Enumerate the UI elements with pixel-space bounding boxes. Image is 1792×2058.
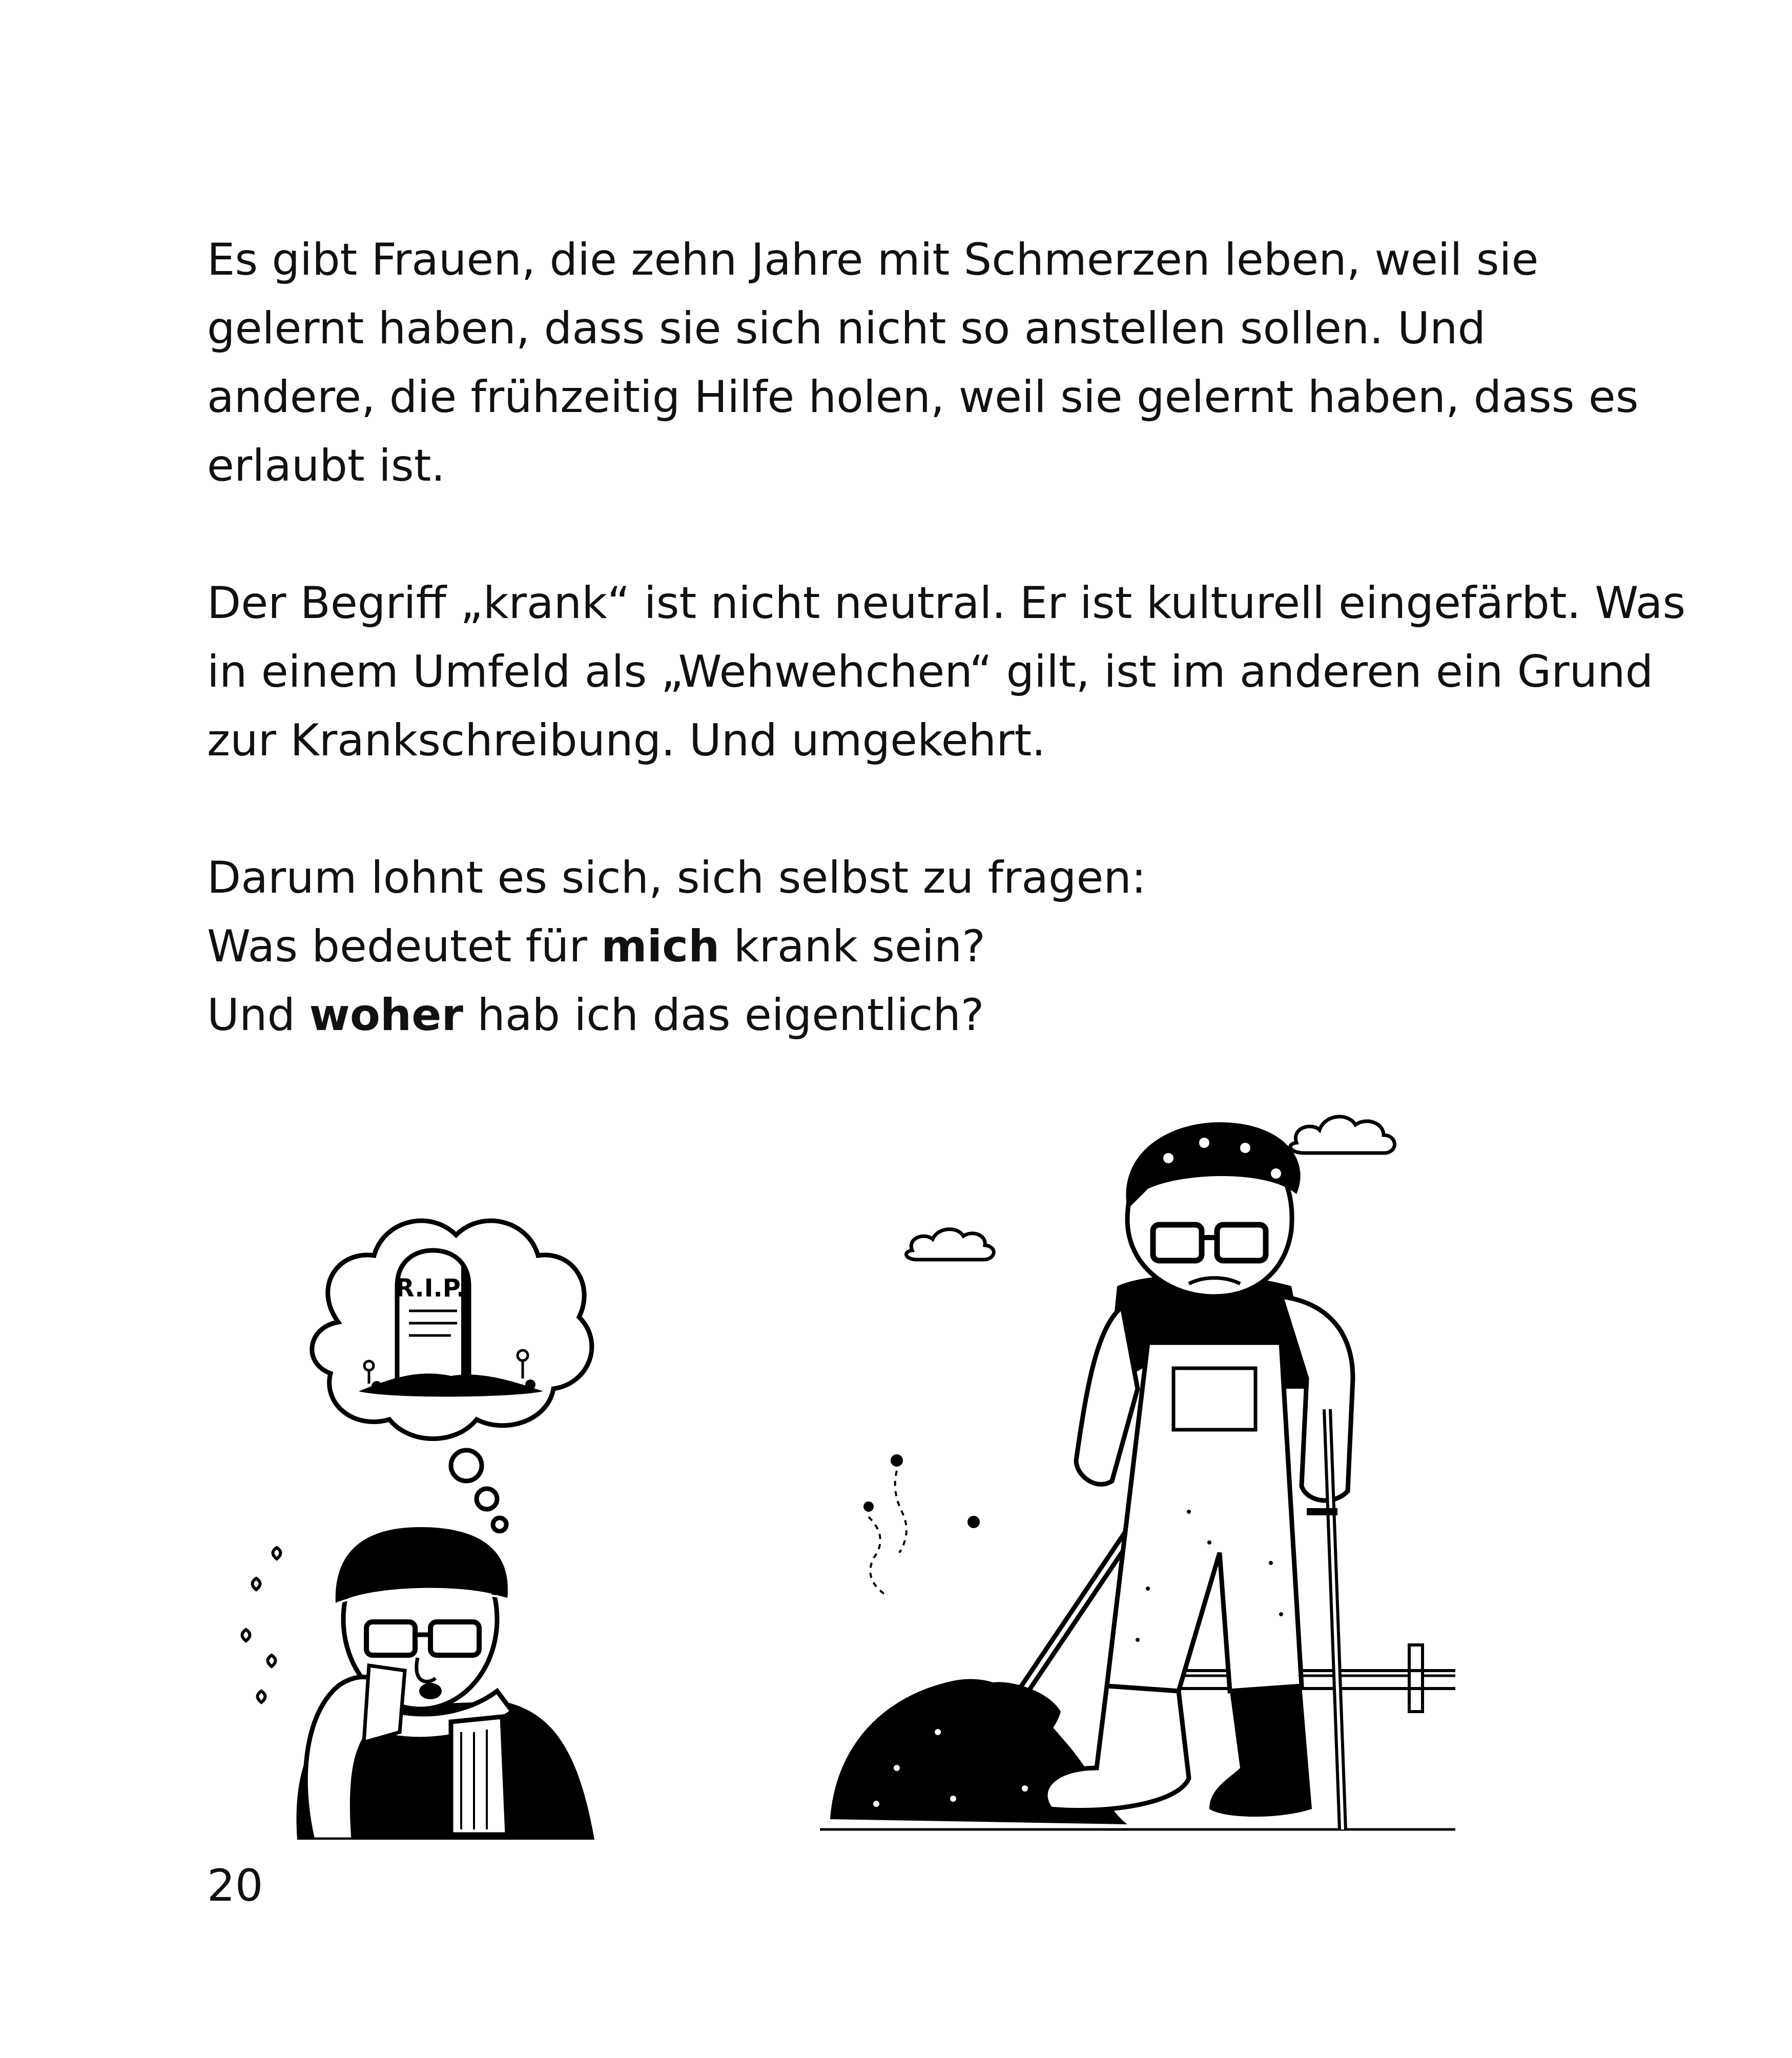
text-run: Was bedeutet für bbox=[207, 921, 602, 972]
emphasis-mich: mich bbox=[601, 921, 720, 972]
woman-body bbox=[1107, 1275, 1312, 1692]
text-line: Darum lohnt es sich, sich selbst zu fragen: bbox=[207, 852, 1146, 903]
emphasis-woher: woher bbox=[309, 990, 463, 1041]
paragraph-2 bbox=[207, 569, 1686, 775]
cloud-icon bbox=[1290, 1117, 1394, 1153]
text-run: krank sein? bbox=[719, 921, 985, 972]
text-line: in einem Umfeld als „Wehwehchen“ gilt, ist im anderen ein Grund bbox=[207, 646, 1654, 697]
text-line: Es gibt Frauen, die zehn Jahre mit Schmerzen leben, weil sie bbox=[207, 234, 1539, 285]
body-text bbox=[207, 225, 1686, 1049]
text-line: andere, die frühzeitig Hilfe holen, weil sie gelernt haben, dass es bbox=[207, 372, 1639, 423]
question-paragraph bbox=[207, 843, 1529, 1049]
gravestone-text: R.I.P. bbox=[395, 1274, 466, 1303]
text-run: Und bbox=[207, 990, 310, 1041]
arm-shovel bbox=[1076, 1307, 1138, 1484]
question-line-2 bbox=[207, 981, 1529, 1049]
paragraph-1 bbox=[207, 225, 1639, 500]
text-line: Der Begriff „krank“ ist nicht neutral. Er ist kulturell eingefärbt. Was bbox=[207, 578, 1686, 629]
page-number: 20 bbox=[207, 1860, 263, 1911]
text-line: zur Krankschreibung. Und umgekehrt. bbox=[207, 715, 1046, 766]
boot bbox=[1209, 1686, 1312, 1817]
fly-icon bbox=[863, 1454, 980, 1594]
woman-head bbox=[1126, 1122, 1300, 1296]
gravestone-icon bbox=[396, 1250, 469, 1386]
question-line-1 bbox=[207, 912, 1529, 981]
illustration-sick-man bbox=[236, 1179, 656, 1840]
cloud-icon bbox=[907, 1229, 994, 1260]
text-line: gelernt haben, dass sie sich nicht so anstellen sollen. Und bbox=[207, 303, 1486, 354]
text-line: erlaubt ist. bbox=[207, 440, 445, 491]
illustration-working-woman bbox=[820, 1102, 1455, 1845]
arm-cast bbox=[1281, 1296, 1353, 1500]
text-run: hab ich das eigentlich? bbox=[463, 990, 984, 1041]
sweat-drops bbox=[242, 1548, 281, 1702]
